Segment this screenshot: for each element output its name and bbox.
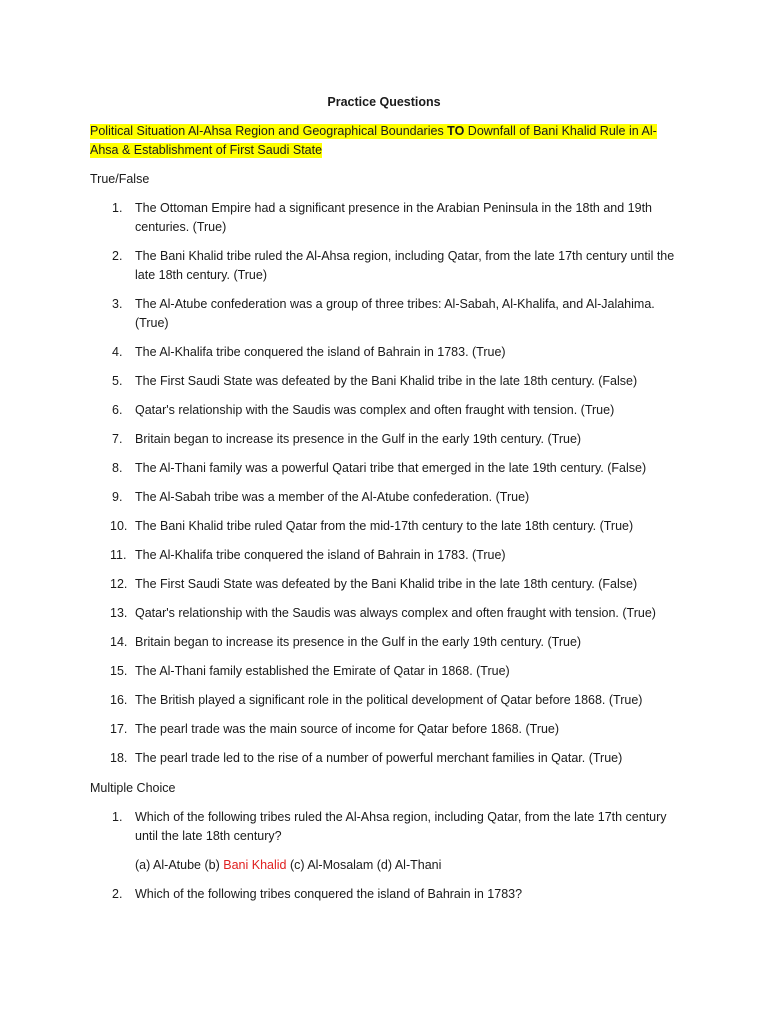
tf-question (90, 633, 680, 652)
topic-part-2: Downfall of Bani Khalid Rule in Al-Ahsa & Establishment of First Saudi State (90, 124, 657, 157)
tf-question (90, 691, 680, 710)
question-text: Qatar's relationship with the Saudis was always complex and often fraught with tension. (True) (135, 606, 656, 620)
question-text: The Bani Khalid tribe ruled the Al-Ahsa region, including Qatar, from the late 17th century until the late 18th century. (True) (135, 249, 675, 282)
tf-question (90, 662, 680, 681)
choices-before: (a) Al-Atube (b) (135, 858, 224, 872)
question-text: The pearl trade was the main source of income for Qatar before 1868. (True) (135, 722, 560, 736)
question-text: The Al-Khalifa tribe conquered the island of Bahrain in 1783. (True) (135, 345, 506, 359)
tf-question (90, 517, 680, 536)
tf-question (90, 546, 680, 565)
question-text: Britain began to increase its presence in the Gulf in the early 19th century. (True) (135, 432, 582, 446)
question-number: 1. (112, 201, 123, 215)
tf-question (90, 372, 680, 391)
choices-after: (c) Al-Mosalam (d) Al-Thani (286, 858, 442, 872)
tf-question (90, 459, 680, 478)
question-text: The Al-Khalifa tribe conquered the island of Bahrain in 1783. (True) (135, 548, 506, 562)
tf-question (90, 720, 680, 739)
question-text: Which of the following tribes conquered the island of Bahrain in 1783? (135, 887, 523, 901)
question-number: 9. (112, 490, 123, 504)
question-number: 2. (112, 249, 123, 263)
question-number: 10. (110, 519, 128, 533)
question-text: The pearl trade led to the rise of a number of powerful merchant families in Qatar. (True) (135, 751, 623, 765)
question-number: 13. (110, 606, 128, 620)
question-number: 12. (110, 577, 128, 591)
tf-question (90, 401, 680, 420)
tf-question (90, 343, 680, 362)
question-number: 7. (112, 432, 123, 446)
mc-question (90, 808, 680, 875)
topic-highlight (90, 124, 657, 158)
question-text: The Al-Sabah tribe was a member of the Al-Atube confederation. (True) (135, 490, 530, 504)
question-number: 15. (110, 664, 128, 678)
question-number: 1. (112, 810, 123, 824)
tf-question (90, 295, 680, 333)
question-number: 8. (112, 461, 123, 475)
true-false-list (90, 199, 680, 768)
tf-question (90, 488, 680, 507)
question-number: 14. (110, 635, 128, 649)
mc-question (90, 885, 680, 904)
question-number: 5. (112, 374, 123, 388)
tf-question (90, 199, 680, 237)
page-title: Practice Questions (327, 95, 441, 109)
question-text: The Al-Thani family was a powerful Qatari tribe that emerged in the late 19th century. (False) (135, 461, 647, 475)
tf-question (90, 575, 680, 594)
question-number: 6. (112, 403, 123, 417)
tf-question (90, 247, 680, 285)
question-number: 11. (110, 548, 127, 562)
question-text: The British played a significant role in the political development of Qatar before 1868. (True) (135, 693, 643, 707)
question-text: The Ottoman Empire had a significant presence in the Arabian Peninsula in the 18th and 19th centuries. (True) (135, 201, 652, 234)
tf-question (90, 430, 680, 449)
multiple-choice-list (90, 808, 680, 904)
question-number: 2. (112, 887, 123, 901)
question-text: The First Saudi State was defeated by the Bani Khalid tribe in the late 18th century. (False) (135, 577, 638, 591)
topic-bold: TO (447, 124, 465, 138)
question-number: 4. (112, 345, 123, 359)
multiple-choice-label: Multiple Choice (90, 781, 176, 795)
question-text: Which of the following tribes ruled the Al-Ahsa region, including Qatar, from the late 17th century until the late 18th century? (135, 810, 667, 843)
correct-answer: Bani Khalid (223, 858, 287, 872)
question-number: 18. (110, 751, 128, 765)
question-text: The Al-Atube confederation was a group of three tribes: Al-Sabah, Al-Khalifa, and Al-Jalahima. (True) (135, 297, 655, 330)
question-text: The First Saudi State was defeated by the Bani Khalid tribe in the late 18th century. (False) (135, 374, 638, 388)
question-number: 17. (110, 722, 128, 736)
true-false-label: True/False (90, 172, 150, 186)
tf-question (90, 604, 680, 623)
question-number: 16. (110, 693, 128, 707)
question-text: Qatar's relationship with the Saudis was complex and often fraught with tension. (True) (135, 403, 615, 417)
question-text: Britain began to increase its presence in the Gulf in the early 19th century. (True) (135, 635, 582, 649)
answer-choices (135, 856, 680, 875)
question-text: The Al-Thani family established the Emirate of Qatar in 1868. (True) (135, 664, 510, 678)
tf-question (90, 749, 680, 768)
question-text: The Bani Khalid tribe ruled Qatar from the mid-17th century to the late 18th century. (True) (135, 519, 634, 533)
question-number: 3. (112, 297, 123, 311)
topic-part-1: Political Situation Al-Ahsa Region and Geographical Boundaries (90, 124, 448, 138)
topic-heading (90, 122, 670, 160)
